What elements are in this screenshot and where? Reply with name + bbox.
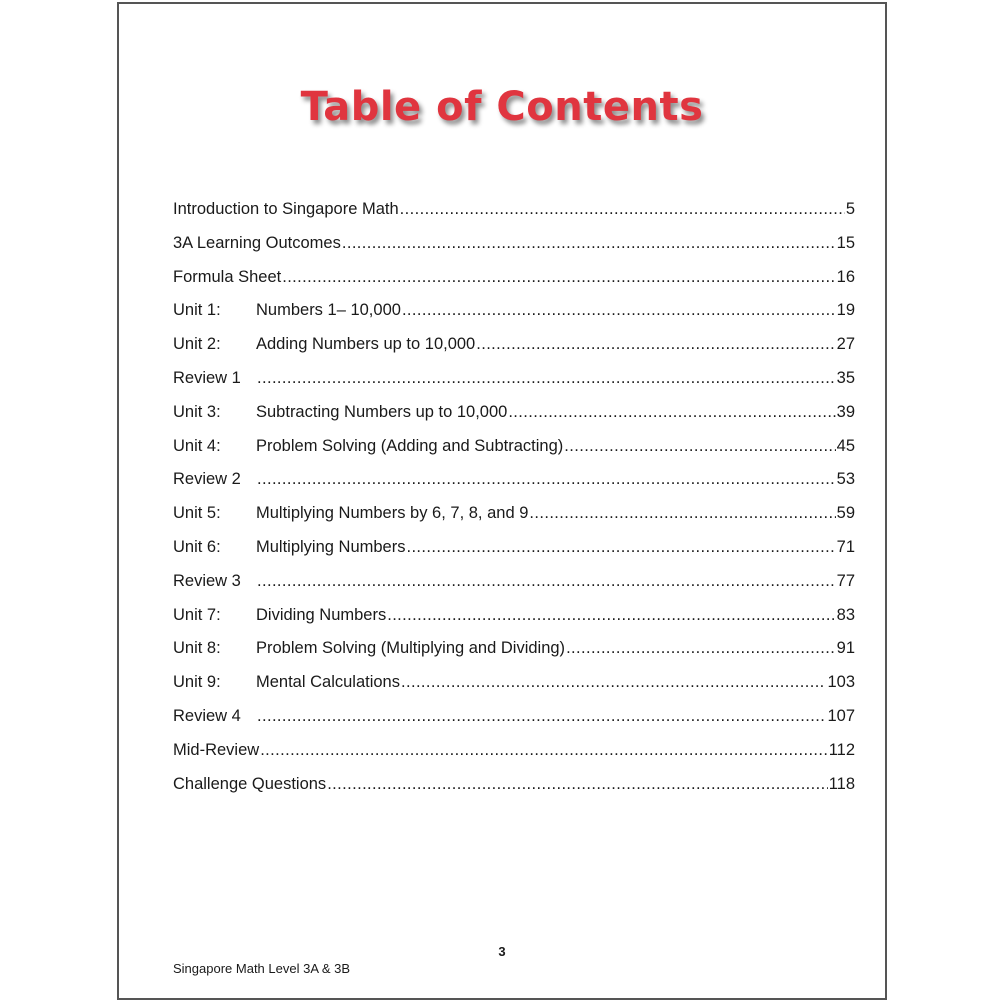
dot-leader: [342, 234, 836, 253]
toc-entry-page: 71: [836, 537, 855, 556]
toc-entry: [173, 437, 855, 471]
dot-leader: [400, 200, 845, 219]
toc-entry-page: 27: [836, 335, 855, 354]
toc-entry: [173, 741, 855, 775]
toc-entry-title: Problem Solving (Multiplying and Dividing): [256, 639, 566, 658]
toc-entry: [173, 707, 855, 741]
toc-entry: [173, 301, 855, 335]
toc-entry-page: 19: [836, 301, 855, 320]
toc-entry-page: 59: [836, 504, 855, 523]
toc-entry: [173, 606, 855, 640]
dot-leader: [282, 268, 835, 287]
dot-leader: [476, 335, 835, 354]
toc-entry-title: Multiplying Numbers by 6, 7, 8, and 9: [256, 504, 529, 523]
toc-entry: [173, 504, 855, 538]
toc-entry-page: 15: [836, 233, 855, 252]
dot-leader: [257, 572, 836, 591]
toc-entry-page: 83: [836, 605, 855, 624]
toc-entry-title: Dividing Numbers: [256, 605, 387, 624]
toc-entry: [173, 673, 855, 707]
toc-entry: [173, 234, 855, 268]
toc-entry-title: Numbers 1– 10,000: [256, 301, 401, 320]
dot-leader: [327, 775, 828, 794]
toc-entry: [173, 335, 855, 369]
toc-entry-review: Review 1: [173, 368, 241, 387]
toc-entry-page: 77: [836, 571, 855, 590]
toc-entry-title: Adding Numbers up to 10,000: [256, 335, 476, 354]
toc-entry-page: 5: [845, 200, 855, 218]
toc-entry: [173, 200, 855, 234]
toc-entry-page: 35: [836, 368, 855, 387]
toc-entry-title: Formula Sheet: [173, 267, 282, 286]
toc-entry-page: 16: [836, 267, 855, 286]
dot-leader: [257, 369, 836, 388]
footer-text: Singapore Math Level 3A & 3B: [173, 961, 351, 976]
toc-entry-page: 112: [828, 740, 855, 759]
toc-entry-review: Review 3: [173, 571, 241, 590]
toc-entry-page: 103: [827, 673, 855, 692]
dot-leader: [566, 639, 836, 658]
toc-entry-unit: Unit 8:: [173, 639, 221, 658]
toc-entry-title: Mental Calculations: [256, 673, 400, 692]
toc-entry-unit: Unit 2:: [173, 335, 221, 354]
toc-entry-unit: Unit 7:: [173, 605, 221, 624]
dot-leader: [529, 504, 835, 523]
toc-entry: [173, 470, 855, 504]
dot-leader: [257, 707, 826, 726]
toc-entry: [173, 538, 855, 572]
page-title: Table of Contents: [300, 84, 704, 130]
toc-entry-unit: Unit 6:: [173, 537, 221, 556]
toc-entry-title: 3A Learning Outcomes: [173, 233, 341, 252]
dot-leader: [406, 538, 835, 557]
toc-entry-unit: Unit 9:: [173, 673, 221, 692]
toc-entry: [173, 369, 855, 403]
dot-leader: [508, 403, 835, 422]
toc-entry-title: Introduction to Singapore Math: [173, 200, 399, 218]
toc-entry-review: Review 2: [173, 470, 241, 489]
dot-leader: [564, 437, 835, 456]
toc-entry-title: Problem Solving (Adding and Subtracting): [256, 436, 564, 455]
toc-entry: [173, 572, 855, 606]
dot-leader: [257, 470, 836, 489]
dot-leader: [401, 673, 826, 692]
toc-entry-page: 107: [827, 706, 855, 725]
toc-entry-title: Multiplying Numbers: [256, 537, 406, 556]
dot-leader: [402, 301, 836, 320]
toc-entry: [173, 775, 855, 809]
document-page: [117, 2, 887, 1000]
toc-entry: [173, 403, 855, 437]
toc-entry-title: Subtracting Numbers up to 10,000: [256, 402, 508, 421]
toc-entry-unit: Unit 5:: [173, 504, 221, 523]
toc-entry-page: 45: [836, 436, 855, 455]
toc-entry-title: Challenge Questions: [173, 774, 327, 793]
page-number: 3: [498, 944, 506, 959]
toc-entry-page: 39: [836, 402, 855, 421]
toc-entry-page: 53: [836, 470, 855, 489]
toc-entry-page: 91: [836, 639, 855, 658]
toc-entry: [173, 639, 855, 673]
toc-entry: [173, 268, 855, 302]
toc-entry-unit: Unit 3:: [173, 402, 221, 421]
toc-entry-title: Mid-Review: [173, 740, 260, 759]
toc-entry-page: 118: [828, 774, 855, 793]
toc-entry-review: Review 4: [173, 706, 241, 725]
dot-leader: [260, 741, 828, 760]
toc-entry-unit: Unit 1:: [173, 301, 221, 320]
toc-entry-unit: Unit 4:: [173, 436, 221, 455]
dot-leader: [387, 606, 835, 625]
table-of-contents: [173, 200, 855, 808]
